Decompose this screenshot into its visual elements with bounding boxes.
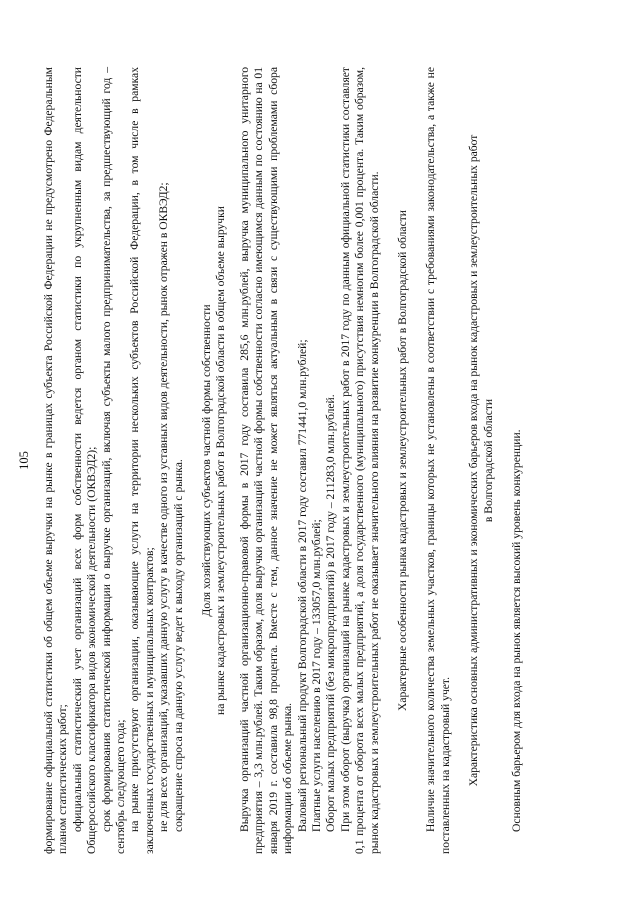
section-heading: Характеристика основных административных и экономических барьеров входа на рынок кадастровых и землеустроительных работ — [467, 134, 481, 787]
paragraph: официальный статистический учет организаций всех форм собственности ведется органом статистики по укрупненным видам деятельности Общероссийского классификатора видов экономической деятельности (ОКВЭД2); — [70, 67, 99, 854]
paragraph: Основным барьером для входа на рынок является высокий уровень конкуренции. — [509, 429, 523, 832]
paragraph: Валовый региональный продукт Волгоградской области в 2017 году составил 771441,0 млн.рублей; — [295, 339, 309, 832]
paragraph: на рынке присутствуют организации, оказывающие услуги на территории нескольких субъектов Российской Федерации, в том числе в рамках заключенных государственных и муниципальных контрактов; — [128, 67, 156, 854]
spacer — [453, 67, 467, 854]
document-body — [42, 67, 524, 854]
paragraph: Платные услуги населению в 2017 году – 133057,0 млн.рублей; — [309, 519, 323, 832]
spacer — [410, 67, 424, 854]
page-number: 105 — [17, 451, 31, 470]
paragraph: Выручка организаций частной организационно-правовой формы в 2017 году составила 285,6 млн.рублей, выручка муниципального унитарного предприятия – 3,3 млн.рублей. Таким образом, доля выручки организаций частной формы собственности согласно имеющимся данным по состоянию на 01 января 2019 г. составила 98,8 процента. Вместе с тем, данное значение не может являться актуальным в связи с существующими проблемами сбора информации об объеме рынка. — [237, 67, 295, 854]
spacer — [229, 67, 238, 854]
paragraph: При этом оборот (выручка) организаций на рынке кадастровых и землеустроительных работ в 2017 году по данным официальной статистики составляет 0,1 процента от оборота всех малых предприятий, а доля государственного (муниципального) присутствия немногим более 0,001 процента. Таким образом, рынок кадастровых и землеустроительных работ не оказывает значительного влияния на развитие конкуренции в Волгоградской области. — [338, 67, 381, 854]
section-heading: Доля хозяйствующих субъектов частной формы собственности — [200, 304, 214, 617]
rotated-content — [12, 53, 604, 868]
paragraph: срок формирования статистической информации о выручке организаций, включая субъекты малого предпринимательства, за предшествующий год – сентябрь следующего года; — [99, 67, 128, 854]
paragraph: сокращение спроса на данную услугу ведет к выходу организаций с рынка. — [171, 459, 185, 832]
spacer — [382, 67, 396, 854]
paragraph: формирование официальной статистики об общем объеме выручки на рынке в границах субъекта Российской Федерации не предусмотрено Федеральным планом статистических работ; — [42, 67, 70, 854]
paragraph: Наличие значительного количества земельных участков, границы которых не установлены в соответствии с требованиями законодательства, а также не поставленных на кадастровый учет. — [424, 67, 452, 854]
section-heading: на рынке кадастровых и землеустроительных работ в Волгоградской области в общем объеме выручки — [214, 206, 228, 715]
spacer — [186, 67, 200, 854]
paragraph: Оборот малых предприятий (без микропредприятий) в 2017 году – 211283,0 млн.рублей. — [324, 394, 338, 832]
section-heading: Характерные особенности рынка кадастровых и землеустроительных работ в Волгоградской области — [395, 210, 409, 711]
paragraph: не для всех организаций, указавших данную услугу в качестве одного из уставных видов деятельности, рынок отражен в ОКВЭД2; — [157, 182, 171, 832]
section-heading: в Волгоградской области — [481, 398, 495, 523]
spacer — [496, 67, 510, 854]
